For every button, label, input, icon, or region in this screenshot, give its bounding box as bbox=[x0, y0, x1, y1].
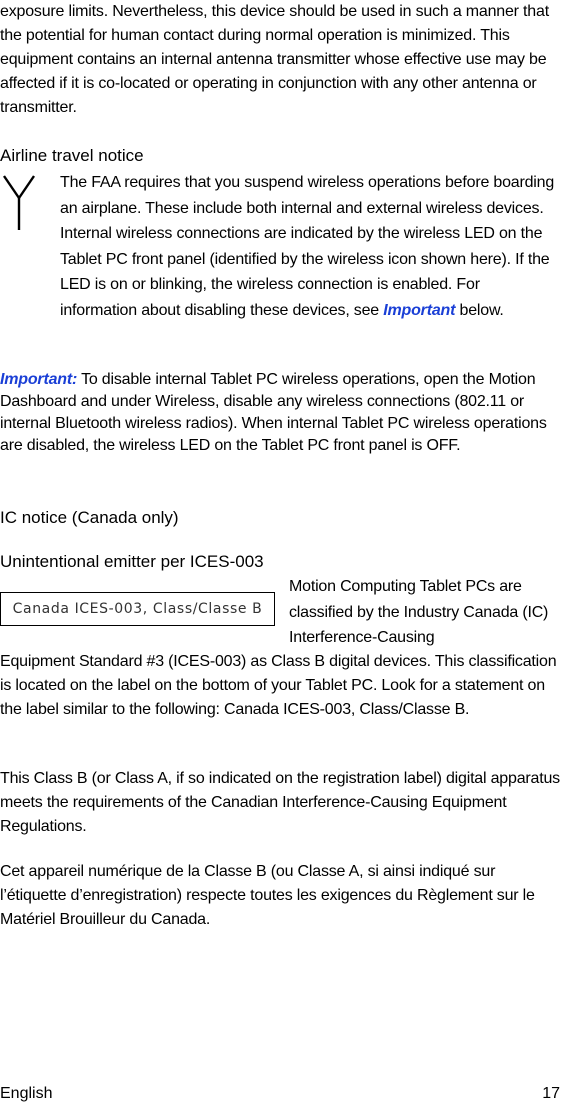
footer-page-number: 17 bbox=[542, 1085, 560, 1102]
emitter-subheading: Unintentional emitter per ICES-003 bbox=[0, 552, 264, 571]
ic-classification-paragraph-start: Motion Computing Tablet PCs are classified by the Industry Canada (IC) Interference-Causing bbox=[289, 578, 549, 646]
airline-notice-heading: Airline travel notice bbox=[0, 146, 144, 165]
faa-notice-paragraph bbox=[60, 170, 560, 323]
ic-classification-paragraph-rest: Equipment Standard #3 (ICES-003) as Class B digital devices. This classification is located on the label on the bottom of your Tablet PC. Look for a statement on the label similar to the following: Canada ICES-003, Class/Classe B. bbox=[0, 653, 557, 718]
footer-language: English bbox=[0, 1085, 53, 1102]
intro-paragraph: exposure limits. Nevertheless, this device should be used in such a manner that the potential for human contact during normal operation is minimized. This equipment contains an internal antenna transmitter whose effective use may be affected if it is co-located or operating in conjunction with any other antenna or transmitter. bbox=[0, 3, 549, 116]
faa-notice-text: The FAA requires that you suspend wireless operations before boarding an airplane. These include both internal and external wireless devices. Internal wireless connections are indicated by the wireless LED on the Tablet PC front panel (identified by the wireless icon shown here). If the LED is on or blinking, the wireless connection is enabled. For information about disabling these devices, see bbox=[60, 174, 555, 319]
wireless-antenna-icon bbox=[2, 174, 36, 232]
class-b-paragraph: This Class B (or Class A, if so indicated on the registration label) digital apparatus meets the requirements of the Canadian Interference-Causing Equipment Regulations. bbox=[0, 770, 560, 835]
important-link[interactable]: Important bbox=[383, 301, 456, 319]
ic-notice-heading: IC notice (Canada only) bbox=[0, 508, 179, 527]
ices-label-box: Canada ICES-003, Class/Classe B bbox=[0, 592, 275, 626]
important-label: Important: bbox=[0, 371, 78, 388]
important-paragraph bbox=[0, 369, 562, 457]
french-paragraph: Cet appareil numérique de la Classe B (ou Classe A, si ainsi indiqué sur l’étiquette d’enregistration) respecte toutes les exigences du Règlement sur le Matériel Brouilleur du Canada. bbox=[0, 863, 535, 928]
important-text: To disable internal Tablet PC wireless operations, open the Motion Dashboard and under Wireless, disable any wireless connections (802.11 or internal Bluetooth wireless radios). When internal Tablet PC wireless operations are disabled, the wireless LED on the Tablet PC front panel is OFF. bbox=[0, 371, 547, 454]
faa-notice-suffix: below. bbox=[455, 301, 504, 319]
